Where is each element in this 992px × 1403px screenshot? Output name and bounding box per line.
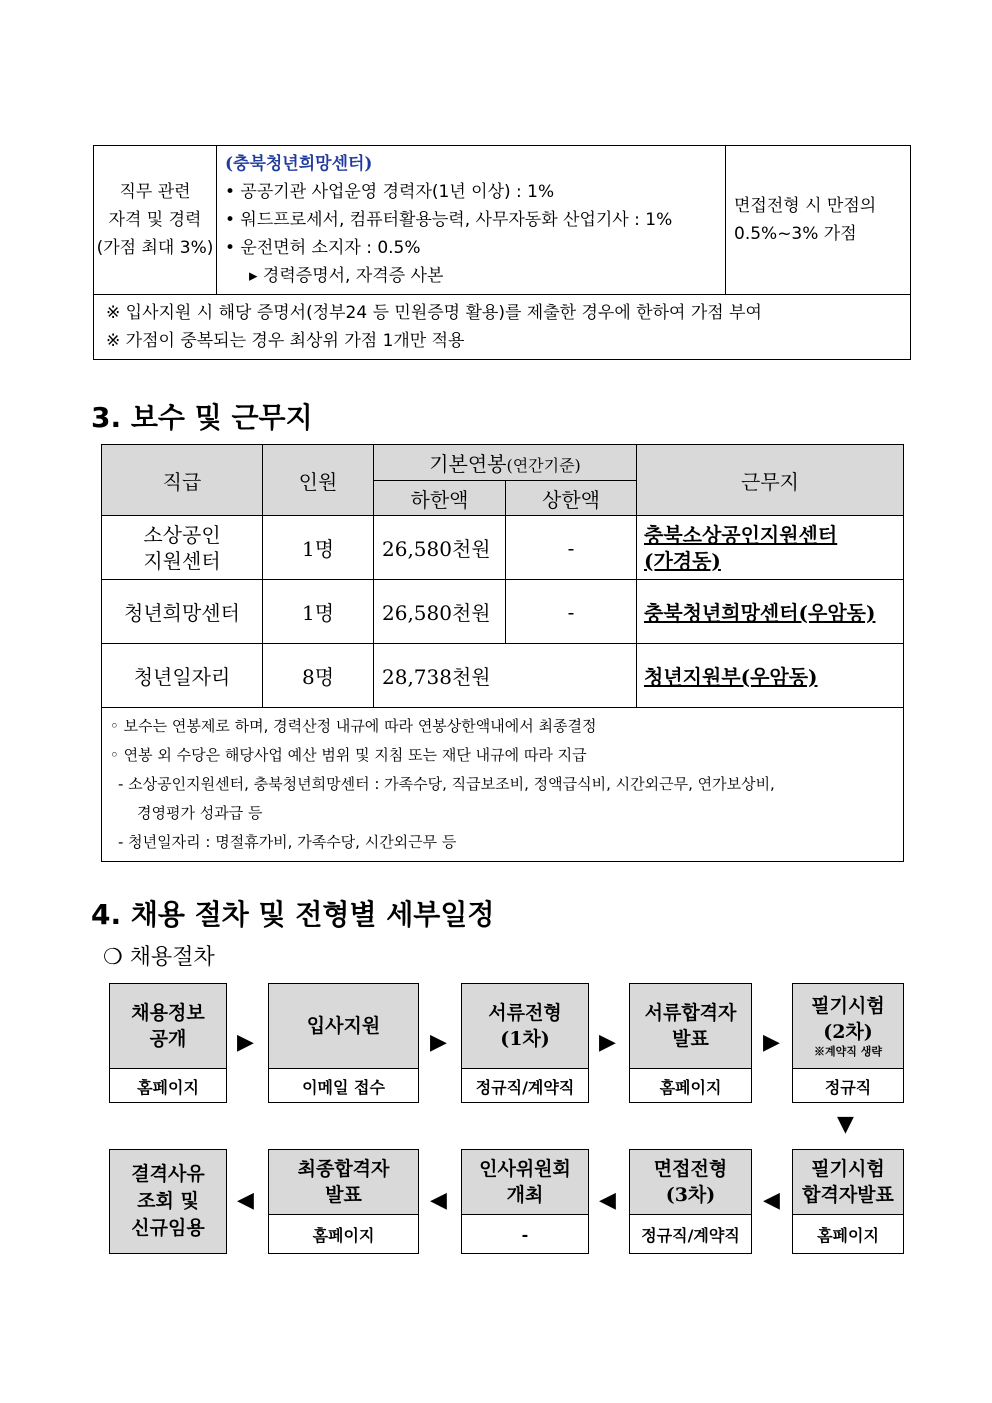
table-row <box>102 580 904 644</box>
table-row <box>102 644 904 708</box>
row-grade: 청년일자리 <box>102 644 263 708</box>
step-title: 채용정보 <box>131 1002 205 1024</box>
qualification-item: • 운전면허 소지자 : 0.5% <box>225 238 421 258</box>
qualification-body <box>217 146 726 295</box>
step-title: (2차) <box>823 1021 873 1043</box>
note-line: ◦ 연봉 외 수당은 해당사업 예산 범위 및 지침 또는 재단 내규에 따라 지급 <box>110 746 587 764</box>
salary-sub: (연간기준) <box>506 456 581 475</box>
arrow-left-icon: ◀ <box>763 1188 780 1213</box>
step-title: 합격자발표 <box>802 1184 894 1206</box>
step-sub: - <box>521 1225 529 1244</box>
header-grade: 직급 <box>102 445 263 516</box>
label-line: (가점 최대 3%) <box>96 238 214 258</box>
row-max: - <box>506 580 637 644</box>
step-sub: 홈페이지 <box>312 1226 375 1245</box>
header-max: 상한액 <box>506 481 637 516</box>
row-min: 26,580천원 <box>374 516 506 580</box>
note-line: ※ 가점이 중복되는 경우 최상위 가점 1개만 적용 <box>106 331 465 351</box>
step-document-screening <box>461 983 589 1103</box>
grade-line: 소상공인 <box>143 522 221 547</box>
step-title: 최종합격자 <box>297 1158 390 1180</box>
qualification-item: • 워드프로세서, 컴퓨터활용능력, 사무자동화 산업기사 : 1% <box>225 210 673 230</box>
salary-main: 기본연봉 <box>429 452 507 476</box>
step-title: 필기시험 <box>811 1158 885 1180</box>
process-label: ❍ 채용절차 <box>103 945 215 970</box>
step-sub: 홈페이지 <box>137 1077 199 1097</box>
row-min: 26,580천원 <box>374 580 506 644</box>
table-row <box>102 516 904 580</box>
step-title: 필기시험 <box>811 995 885 1017</box>
step-title: (1차) <box>500 1028 550 1050</box>
step-sub: 홈페이지 <box>817 1226 879 1245</box>
step-title: 면접전형 <box>653 1158 728 1180</box>
row-count: 8명 <box>263 644 374 708</box>
qualification-label <box>94 146 217 295</box>
center-heading: (충북청년희망센터) <box>225 154 373 174</box>
grade-line: 지원센터 <box>143 548 221 573</box>
row-workplace <box>637 516 904 580</box>
qualification-notes <box>94 295 911 360</box>
qualification-item: • 공공기관 사업운영 경력자(1년 이상) : 1% <box>225 182 555 202</box>
note-line: ※ 입사지원 시 해당 증명서(정부24 등 민원증명 활용)를 제출한 경우에 한하여 가점 부여 <box>106 303 762 323</box>
step-title: 입사지원 <box>306 1015 381 1037</box>
salary-notes <box>102 708 904 862</box>
header-salary <box>374 445 637 481</box>
step-written-exam <box>792 983 904 1103</box>
row-count: 1명 <box>263 516 374 580</box>
step-title: 서류합격자 <box>644 1002 737 1024</box>
step-title: (3차) <box>665 1184 716 1206</box>
section4-title: 4. 채용 절차 및 전형별 세부일정 <box>91 898 495 931</box>
step-final-appointment <box>109 1149 227 1254</box>
row-count: 1명 <box>263 580 374 644</box>
step-title: 개최 <box>506 1184 544 1206</box>
step-application <box>268 983 419 1103</box>
arrow-left-icon: ◀ <box>599 1188 616 1213</box>
step-sub: 홈페이지 <box>659 1077 722 1097</box>
step-title: 인사위원회 <box>479 1158 571 1180</box>
step-sub: 이메일 접수 <box>302 1077 385 1097</box>
label-line: 자격 및 경력 <box>108 210 202 230</box>
header-min: 하한액 <box>374 481 506 516</box>
bonus-line: 면접전형 시 만점의 <box>734 196 877 216</box>
qualification-subitem: ▸ 경력증명서, 자격증 사본 <box>249 266 444 286</box>
arrow-down-icon: ▼ <box>837 1112 854 1137</box>
step-interview <box>629 1149 752 1254</box>
step-sub: 정규직 <box>824 1077 872 1097</box>
arrow-left-icon: ◀ <box>237 1188 254 1213</box>
row-workplace: 충북청년희망센터(우암동) <box>637 580 904 644</box>
step-title: 신규임용 <box>131 1217 205 1239</box>
step-title: 공개 <box>149 1028 187 1050</box>
step-title: 결격사유 <box>131 1163 205 1185</box>
step-document-result <box>629 983 752 1103</box>
step-written-result <box>792 1149 904 1254</box>
header-count: 인원 <box>263 445 374 516</box>
note-line: - 소상공인지원센터, 충북청년희망센터 : 가족수당, 직급보조비, 정액급식비, 시간외근무, 연가보상비, <box>118 775 775 793</box>
row-max: - <box>506 516 637 580</box>
workplace-line: (가경동) <box>644 548 721 573</box>
step-hr-committee <box>461 1149 589 1254</box>
row-grade <box>102 516 263 580</box>
note-line: ◦ 보수는 연봉제로 하며, 경력산정 내규에 따라 연봉상한액내에서 최종결정 <box>110 717 597 735</box>
step-note: ※계약직 생략 <box>814 1045 882 1058</box>
note-line: - 청년일자리 : 명절휴가비, 가족수당, 시간외근무 등 <box>118 833 457 851</box>
step-final-result <box>268 1149 419 1254</box>
step-job-posting <box>109 983 227 1103</box>
step-title: 발표 <box>672 1028 709 1050</box>
workplace-line: 충북소상공인지원센터 <box>644 522 838 547</box>
arrow-right-icon: ▶ <box>430 1030 447 1055</box>
step-sub: 정규직/계약직 <box>641 1226 740 1245</box>
row-grade: 청년희망센터 <box>102 580 263 644</box>
row-min: 28,738천원 <box>374 644 637 708</box>
step-title: 서류전형 <box>488 1002 562 1024</box>
arrow-right-icon: ▶ <box>763 1030 780 1055</box>
arrow-right-icon: ▶ <box>599 1030 616 1055</box>
step-title: 발표 <box>325 1184 362 1206</box>
step-sub: 정규직/계약직 <box>475 1077 575 1097</box>
arrow-left-icon: ◀ <box>430 1188 447 1213</box>
header-workplace: 근무지 <box>637 445 904 516</box>
qualification-table <box>93 145 911 360</box>
label-line: 직무 관련 <box>119 182 191 202</box>
step-title: 조회 및 <box>137 1190 199 1212</box>
arrow-right-icon: ▶ <box>237 1030 254 1055</box>
row-workplace: 청년지원부(우암동) <box>637 644 904 708</box>
bonus-description <box>726 146 911 295</box>
bonus-line: 0.5%~3% 가점 <box>734 224 857 244</box>
note-line: 경영평가 성과급 등 <box>137 804 263 822</box>
section3-title: 3. 보수 및 근무지 <box>91 401 313 434</box>
salary-table <box>101 444 904 862</box>
